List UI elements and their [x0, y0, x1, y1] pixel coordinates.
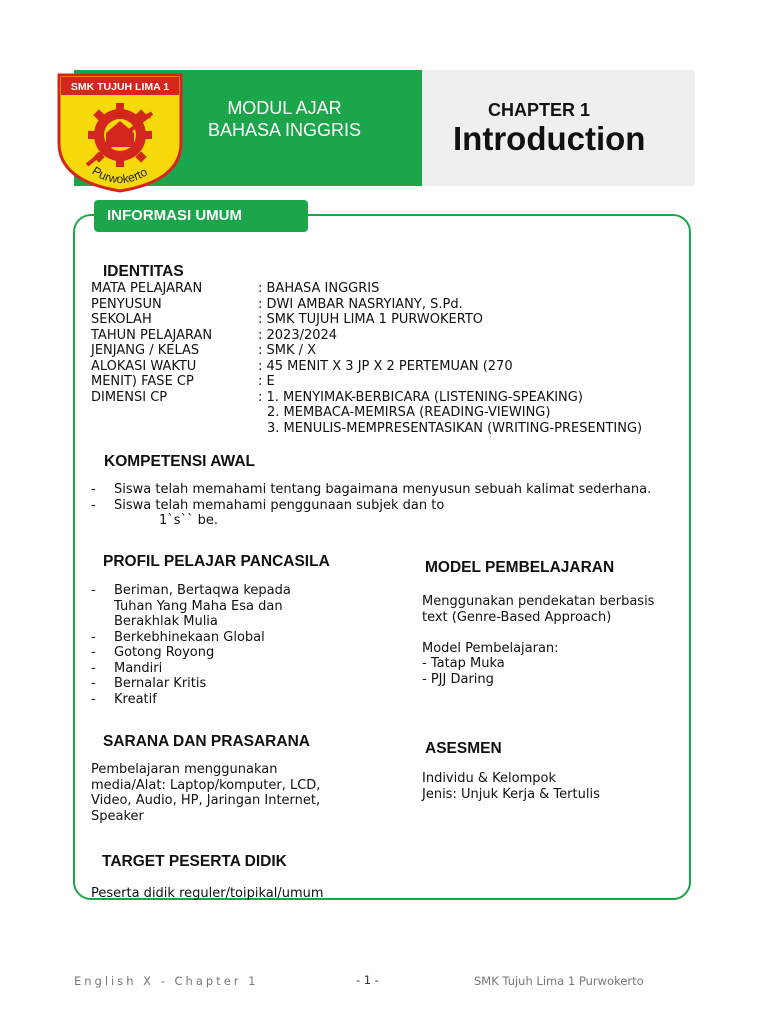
label-alokasi-waktu: ALOKASI WAKTU	[91, 358, 197, 374]
sarana-line-3: Video, Audio, HP, Jaringan Internet,	[91, 793, 321, 808]
module-title	[192, 97, 377, 141]
profil-item-1-cont-1: Tuhan Yang Maha Esa dan	[114, 598, 283, 614]
list-item: - Siswa telah memahami tentang bagaimana menyusun sebuah kalimat sederhana.	[91, 482, 652, 497]
module-line-1: MODUL AJAR	[227, 98, 342, 118]
kompetensi-item-1: Siswa telah memahami tentang bagaimana menyusun sebuah kalimat sederhana.	[114, 482, 652, 497]
value-sekolah: : SMK TUJUH LIMA 1 PURWOKERTO	[258, 312, 484, 327]
kompetensi-heading: KOMPETENSI AWAL	[104, 453, 255, 470]
identitas-labels	[91, 281, 212, 405]
page-number: - 1 -	[356, 973, 379, 987]
value-mata-pelajaran: : BAHASA INGGRIS	[258, 281, 380, 296]
sarana-text	[91, 762, 320, 824]
target-text: Peserta didik reguler/toipikal/umum	[91, 886, 324, 901]
model-line-3: Model Pembelajaran:	[422, 640, 559, 656]
value-penyusun: : DWI AMBAR NASRYIANY, S.Pd.	[258, 296, 463, 312]
asesmen-heading: ASESMEN	[425, 740, 502, 757]
logo-text-top: SMK TUJUH LIMA 1	[70, 81, 170, 93]
value-dimensi-cp-1: : 1. MENYIMAK-BERBICARA (LISTENING-SPEAKING)	[258, 389, 583, 405]
sarana-line-1: Pembelajaran menggunakan	[91, 762, 278, 777]
list-item: - Mandiri	[91, 660, 163, 676]
asesmen-line-1: Individu & Kelompok	[422, 771, 556, 786]
label-mata-pelajaran: MATA PELAJARAN	[91, 281, 203, 296]
model-heading: MODEL PEMBELAJARAN	[425, 559, 615, 576]
identitas-heading: IDENTITAS	[103, 263, 184, 280]
list-item: - Gotong Royong	[91, 645, 215, 660]
footer-right: SMK Tujuh Lima 1 Purwokerto	[474, 974, 644, 988]
asesmen-text	[422, 771, 600, 802]
value-dimensi-cp-3: 3. MENULIS-MEMPRESENTASIKAN (WRITING-PRESENTING)	[267, 420, 643, 436]
target-heading: TARGET PESERTA DIDIK	[102, 853, 287, 870]
label-fase-cp: MENIT) FASE CP	[91, 374, 194, 389]
value-tahun-pelajaran: : 2023/2024	[258, 327, 338, 343]
list-item: - Siswa telah memahami penggunaan subjek dan to	[91, 497, 445, 513]
list-item: - Berkebhinekaan Global	[91, 629, 265, 645]
label-penyusun: PENYUSUN	[91, 296, 162, 312]
identitas-values	[258, 281, 642, 436]
model-line-4: - Tatap Muka	[422, 656, 505, 671]
module-line-2: BAHASA INGGRIS	[207, 120, 362, 140]
profil-heading: PROFIL PELAJAR PANCASILA	[103, 553, 330, 570]
model-line-5: - PJJ Daring	[422, 671, 494, 687]
value-jenjang-kelas: : SMK / X	[258, 343, 317, 358]
profil-item-6: Kreatif	[114, 691, 157, 707]
kompetensi-list	[91, 482, 711, 529]
value-fase-cp: : E	[258, 374, 275, 389]
school-logo-icon	[57, 73, 183, 193]
list-item: - Kreatif	[91, 691, 157, 707]
label-dimensi-cp: DIMENSI CP	[91, 389, 168, 405]
profil-item-1: Beriman, Bertaqwa kepada	[114, 583, 291, 598]
kompetensi-item-2-cont: 1`s`` be.	[159, 513, 219, 528]
chapter-title: Introduction	[453, 120, 646, 157]
profil-item-3: Gotong Royong	[114, 645, 215, 660]
chapter-label: CHAPTER 1	[488, 100, 591, 120]
value-alokasi-waktu: : 45 MENIT X 3 JP X 2 PERTEMUAN (270	[258, 358, 513, 374]
sarana-line-2: media/Alat: Laptop/komputer, LCD,	[91, 777, 321, 793]
profil-list	[91, 583, 291, 707]
value-dimensi-cp-2: 2. MEMBACA-MEMIRSA (READING-VIEWING)	[267, 405, 551, 420]
profil-item-5: Bernalar Kritis	[114, 676, 207, 691]
profil-item-1-cont-2: Berakhlak Mulia	[114, 614, 218, 629]
sarana-line-4: Speaker	[91, 808, 144, 824]
footer-left: English X - Chapter 1	[74, 974, 259, 988]
label-sekolah: SEKOLAH	[91, 312, 152, 327]
list-item: - Beriman, Bertaqwa kepada	[91, 583, 291, 598]
profil-item-2: Berkebhinekaan Global	[114, 629, 265, 645]
sarana-heading: SARANA DAN PRASARANA	[103, 733, 310, 750]
label-tahun-pelajaran: TAHUN PELAJARAN	[91, 327, 213, 343]
model-text	[422, 594, 654, 687]
asesmen-line-2: Jenis: Unjuk Kerja & Tertulis	[422, 786, 600, 802]
logo-text-bottom: Purwokerto	[89, 163, 150, 187]
model-line-1: Menggunakan pendekatan berbasis	[422, 594, 655, 609]
info-tab	[94, 200, 308, 232]
info-tab-label: INFORMASI UMUM	[107, 207, 242, 224]
profil-item-4: Mandiri	[114, 660, 163, 676]
list-item: - Bernalar Kritis	[91, 676, 207, 691]
kompetensi-item-2: Siswa telah memahami penggunaan subjek dan to	[114, 497, 445, 513]
label-jenjang-kelas: JENJANG / KELAS	[91, 343, 200, 358]
model-line-2: text (Genre-Based Approach)	[422, 609, 612, 625]
